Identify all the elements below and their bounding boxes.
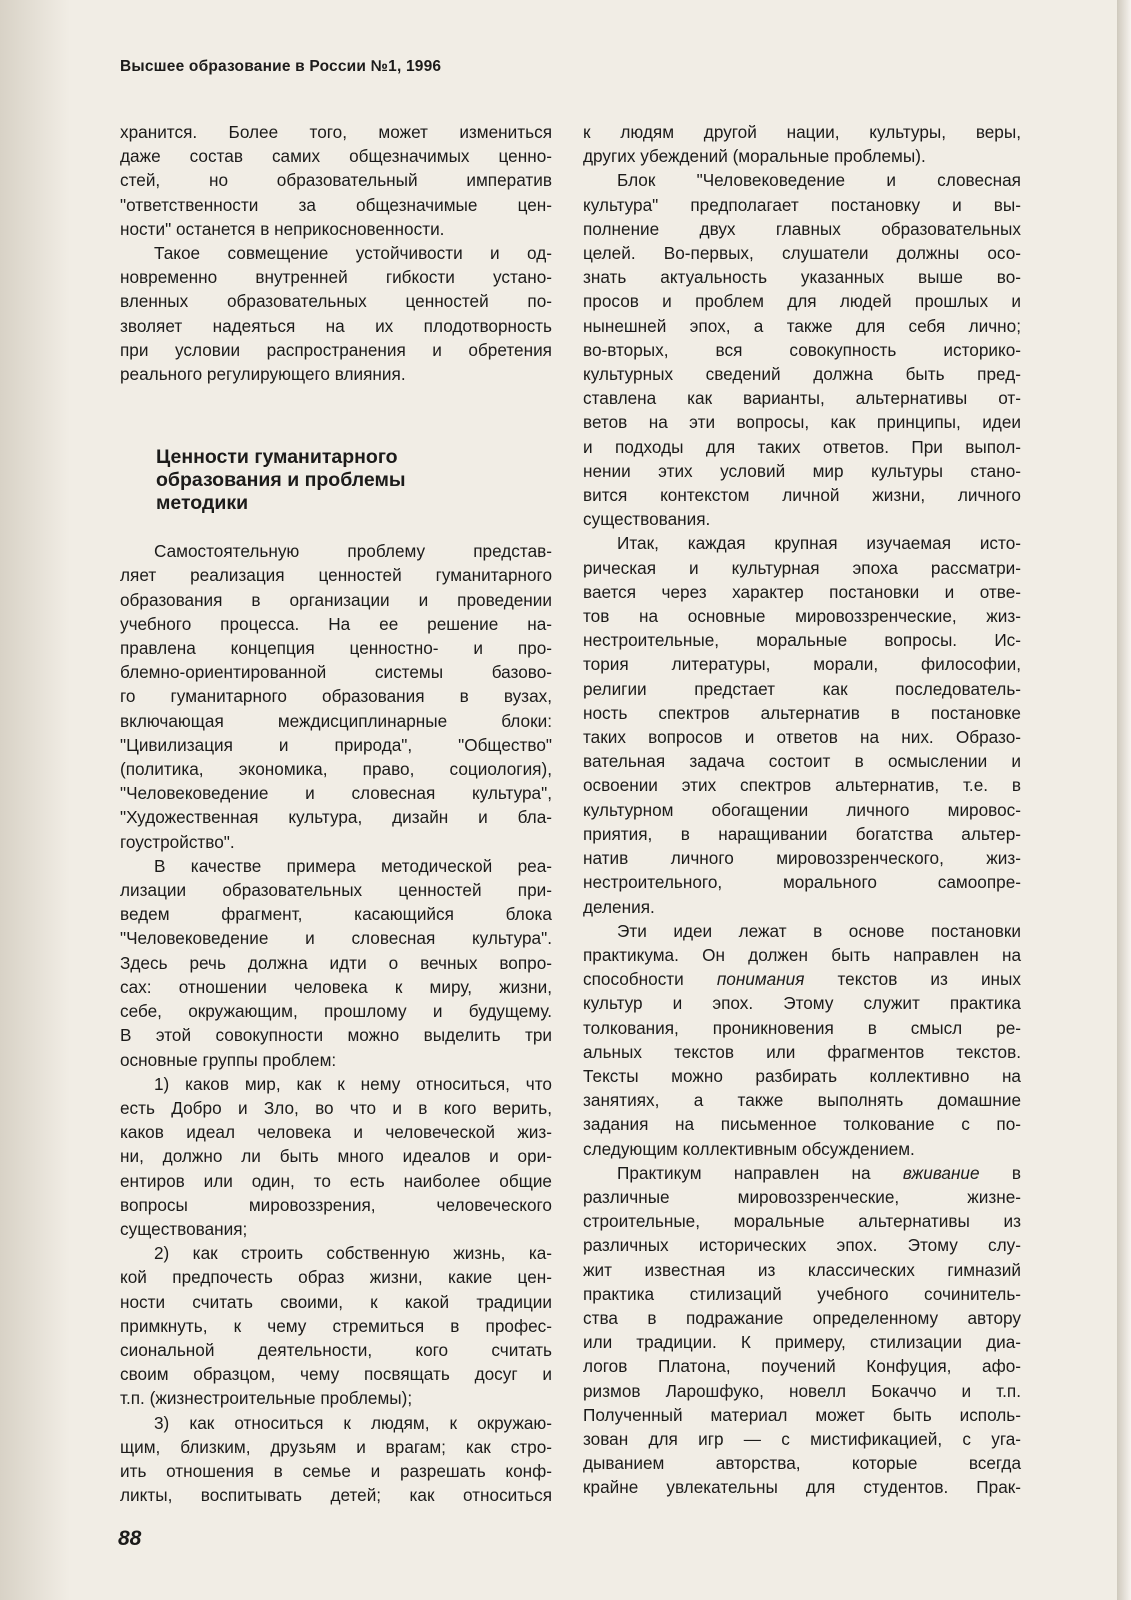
text-line: Тексты можно разбирать коллективно на (583, 1065, 1021, 1086)
text-line: го гуманитарного образования в вузах, (120, 686, 552, 707)
text-line: "ответственности за общезначимые цен- (120, 194, 552, 215)
text-line: ни, должно ли быть много идеалов и ори- (120, 1146, 552, 1167)
text-line: образования в организации и проведении (120, 589, 552, 610)
text-line: "Цивилизация и природа", "Общество" (120, 734, 552, 755)
text-line: ветов на эти вопросы, как принципы, идеи (583, 412, 1021, 433)
text-line: во-вторых, вся совокупность историко- (583, 339, 1021, 360)
text-line: ства в подражание определенному автору (583, 1307, 1021, 1328)
paragraph (583, 919, 1021, 1161)
text-line: нынешней эпох, а также для себя лично; (583, 315, 1021, 336)
heading-line: образования и проблемы (156, 469, 406, 492)
text-line: "Человековедение и словесная культура", (120, 783, 552, 804)
text-line: различные мировоззренческие, жизне- (583, 1186, 1021, 1207)
text-line: В качестве примера методической реа- (154, 855, 552, 876)
text-line: (политика, экономика, право, социология), (120, 759, 552, 780)
text-line: Здесь речь должна идти о вечных вопро- (120, 952, 552, 973)
text-line: Самостоятельную проблему представ- (154, 541, 552, 562)
text-line: освоении этих спектров альтернатив, т.е. в (583, 775, 1021, 796)
paragraph (583, 531, 1021, 918)
text-line: зован для игр — с мистификацией, с уга- (583, 1428, 1021, 1449)
text-line: крайне увлекательны для студентов. Прак- (583, 1477, 1021, 1498)
text-line: задания на письменное толкование с по- (583, 1114, 1021, 1135)
text-line: 2) как строить собственную жизнь, ка- (154, 1243, 552, 1264)
text-line: Итак, каждая крупная изучаемая исто- (617, 533, 1021, 554)
list-item-1 (120, 1072, 552, 1241)
page-edge (1117, 0, 1131, 1600)
text-line: существования. (583, 509, 711, 530)
text-line: практика стилизаций учебного сочинитель- (583, 1283, 1021, 1304)
text-line: способности понимания текстов из иных (583, 969, 1021, 990)
text-line: просов и проблем для людей прошлых и (583, 291, 1021, 312)
text-line: логов Платона, поучений Конфуция, афо- (583, 1356, 1021, 1377)
text-line: ить отношения в семье и разрешать конф- (120, 1460, 552, 1481)
text-line: блемно-ориентированной системы базово- (120, 662, 552, 683)
text-line: существования; (120, 1218, 248, 1239)
text-line: дыванием авторства, которые всегда (583, 1453, 1021, 1474)
text-line: толкования, проникновения в смысл ре- (583, 1017, 1021, 1038)
paragraph (120, 120, 552, 241)
text-line: зволяет надеяться на их плодотворность (120, 315, 552, 336)
text-line: кой предпочесть образ жизни, какие цен- (120, 1267, 552, 1288)
text-line: нестроительного, морального самоопре- (583, 872, 1021, 893)
text-line: тория литературы, морали, философии, (583, 654, 1021, 675)
emphasis: понимания (716, 969, 805, 990)
text-line: вается через характер постановки и отве- (583, 581, 1021, 602)
text-line: вленных образовательных ценностей по- (120, 291, 552, 312)
text-line: нестроительные, моральные вопросы. Ис- (583, 630, 1021, 651)
heading-line: Ценности гуманитарного (156, 446, 398, 469)
text-line: строительные, моральные альтернативы из (583, 1211, 1021, 1232)
text-line: ведем фрагмент, касающийся блока (120, 904, 552, 925)
text-line: 1) каков мир, как к нему относиться, что (154, 1073, 552, 1094)
text-line: альных текстов или фрагментов текстов. (583, 1041, 1021, 1062)
paragraph (120, 539, 552, 854)
text-line: различных исторических эпох. Этому слу- (583, 1235, 1021, 1256)
text-line: основные группы проблем: (120, 1049, 337, 1070)
page-number: 88 (118, 1527, 142, 1550)
text-line: жит известная из классических гимназий (583, 1259, 1021, 1280)
text-line: ликты, воспитывать детей; как относиться (120, 1485, 552, 1506)
text-line: вопросы мировоззрения, человеческого (120, 1194, 552, 1215)
text-line: Блок "Человековедение и словесная (617, 170, 1021, 191)
text-line: стей, но образовательный императив (120, 170, 552, 191)
list-item-2 (120, 1241, 552, 1410)
text-line: культурных сведений должна быть пред- (583, 364, 1021, 385)
text-line: целей. Во-первых, слушатели должны осо- (583, 243, 1021, 264)
text-line: к людям другой нации, культуры, веры, (583, 122, 1021, 142)
text-line: культура" предполагает постановку и вы- (583, 194, 1021, 215)
text-line: правлена концепция ценностно- и про- (120, 638, 552, 659)
text-line: Практикум направлен на вживание в (617, 1162, 1021, 1183)
text-line: при условии распространения и обретения (120, 339, 552, 360)
text-line: занятиях, а также выполнять домашние (583, 1090, 1021, 1111)
text-line: и подходы для таких ответов. При выпол- (583, 436, 1021, 457)
text-line: полнение двух главных образовательных (583, 218, 1021, 239)
text-line: приятия, в наращивании богатства альтер- (583, 823, 1021, 844)
text-line: ности считать своими, к какой традиции (120, 1291, 552, 1312)
text-line: следующим коллективным обсуждением. (583, 1138, 915, 1159)
text-line: Полученный материал может быть исполь- (583, 1404, 1021, 1425)
text-line: включающая междисциплинарные блоки: (120, 710, 552, 731)
text-line: щим, близким, друзьям и врагам; как стро- (120, 1436, 552, 1457)
paragraph (120, 241, 552, 386)
text-line: тов на основные мировоззренческие, жиз- (583, 606, 1021, 627)
text-line: гоустройство". (120, 831, 235, 852)
text-line: сиональной деятельности, кого считать (120, 1339, 552, 1360)
text-line: реального регулирующего влияния. (120, 364, 406, 385)
text-line: хранится. Более того, может измениться (120, 122, 552, 142)
text-line: новременно внутренней гибкости устано- (120, 267, 552, 288)
text-line: ляет реализация ценностей гуманитарного (120, 565, 552, 586)
paragraph (583, 1161, 1021, 1500)
text-line: других убеждений (моральные проблемы). (583, 146, 926, 167)
text-line: ность спектров альтернатив в постановке (583, 702, 1021, 723)
text-line: таких вопросов и ответов на них. Образо- (583, 727, 1021, 748)
text-line: культурном обогащении личного мировос- (583, 799, 1021, 820)
text-line: 3) как относиться к людям, к окружаю- (154, 1412, 552, 1433)
text-line: В этой совокупности можно выделить три (120, 1025, 552, 1046)
text-line: вательная задача состоит в осмыслении и (583, 751, 1021, 772)
paragraph (583, 120, 1021, 168)
text-line: культур и эпох. Этому служит практика (583, 993, 1021, 1014)
list-item-3 (120, 1411, 552, 1508)
text-line: или традиции. К примеру, стилизации диа- (583, 1332, 1021, 1353)
text-line: своим образцом, чему посвящать досуг и (120, 1364, 552, 1385)
text-line: вится контекстом личной жизни, личного (583, 485, 1021, 506)
paragraph (120, 854, 552, 1072)
text-line: "Художественная культура, дизайн и бла- (120, 807, 552, 828)
heading-line: методики (156, 492, 249, 515)
text-line: ности" останется в неприкосновенности. (120, 218, 445, 239)
text-line: учебного процесса. На ее решение на- (120, 613, 552, 634)
text-line: каков идеал человека и человеческой жиз- (120, 1122, 552, 1143)
text-line: ставлена как варианты, альтернативы от- (583, 388, 1021, 409)
text-line: знать актуальность указанных выше во- (583, 267, 1021, 288)
text-line: себе, окружающим, прошлому и будущему. (120, 1001, 552, 1022)
text-line: сах: отношении человека к миру, жизни, (120, 976, 552, 997)
text-line: натив личного мировоззренческого, жиз- (583, 848, 1021, 869)
text-line: лизации образовательных ценностей при- (120, 880, 552, 901)
text-line: Такое совмещение устойчивости и од- (154, 243, 552, 264)
running-head: Высшее образование в России №1, 1996 (120, 58, 442, 75)
text-line: т.п. (жизнестроительные проблемы); (120, 1388, 413, 1409)
paragraph (583, 168, 1021, 531)
text-line: рическая и культурная эпоха рассматри- (583, 557, 1021, 578)
text-line: даже состав самих общезначимых ценно- (120, 146, 552, 167)
binding-shadow (0, 0, 70, 1600)
text-line: нении этих условий мир культуры стано- (583, 460, 1021, 481)
text-line: "Человековедение и словесная культура". (120, 928, 552, 949)
right-column (583, 120, 1021, 1500)
text-line: Эти идеи лежат в основе постановки (617, 920, 1021, 941)
text-line: есть Добро и Зло, во что и в кого верить, (120, 1097, 552, 1118)
text-line: деления. (583, 896, 655, 917)
text-line: религии предстает как последователь- (583, 678, 1021, 699)
text-line: примкнуть, к чему стремиться в профес- (120, 1315, 552, 1336)
emphasis: вживание (902, 1162, 980, 1183)
text-line: практикума. Он должен быть направлен на (583, 944, 1021, 965)
text-line: ризмов Ларошфуко, новелл Бокаччо и т.п. (583, 1380, 1021, 1401)
section-heading (156, 446, 552, 515)
text-line: ентиров или один, то есть наиболее общие (120, 1170, 552, 1191)
left-column (120, 120, 552, 1507)
